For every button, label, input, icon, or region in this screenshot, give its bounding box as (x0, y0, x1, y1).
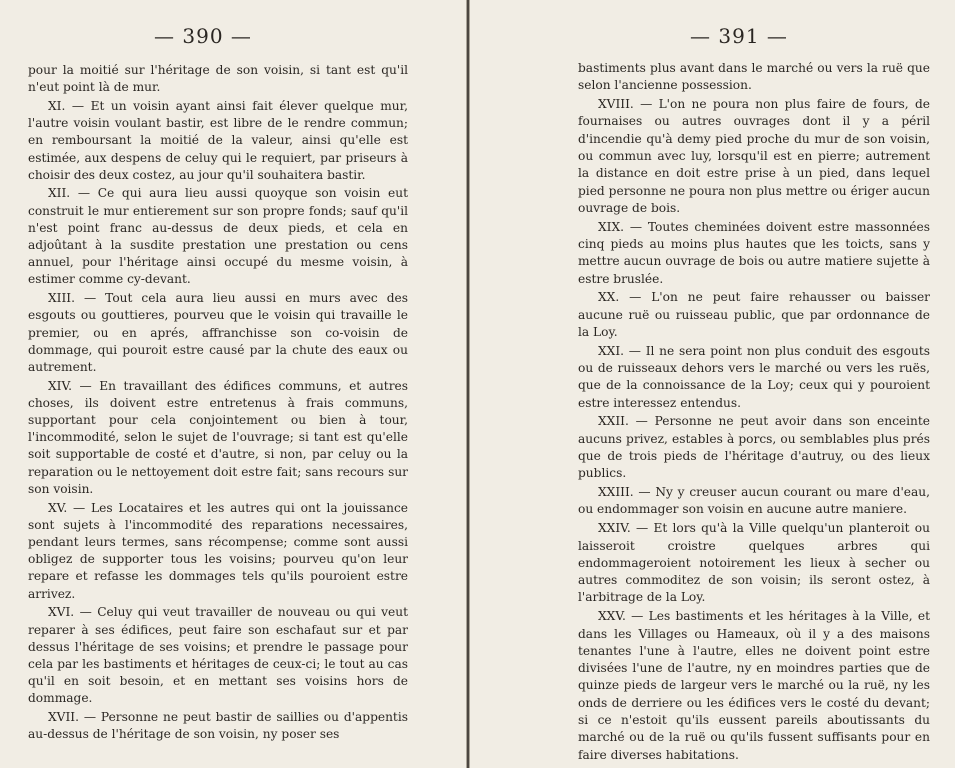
left-page (28, 0, 408, 768)
article-xxv: XXV. — Les bastiments et les héritages à la Ville, et dans les Villages ou Hameaux, où il y a des maisons tenantes l'une à l'autre, elles ne doivent point estre divisées l'une de l'autre, ny en moindres parties que de quinze pieds de largeur vers le marché ou la ruë, ny les onds de derriere ou les édifices vers le costé du devant; si ce n'estoit qu'ils eussent pareils aboutissants du marché ou de la ruë ou qu'ils fussent suffisants pour en faire diverses habitations. (578, 609, 930, 762)
right-page (578, 0, 930, 768)
article-xvii: XVII. — Personne ne peut bastir de saillies ou d'appentis au-dessus de l'héritage de son voisin, ny poser ses (28, 710, 408, 742)
right-page-body (578, 60, 930, 765)
article-xii: XII. — Ce qui aura lieu aussi quoyque son voisin eut construit le mur entierement sur son propre fonds; sauf qu'il n'est point franc au-dessus de deux pieds, et cela en adjoûtant à la susdite prestation une prestation ou cens annuel, pour l'héritage ainsi occupé du mesme voisin, à estimer comme cy-devant. (28, 186, 408, 287)
paragraph-continuation: bastiments plus avant dans le marché ou vers la ruë que selon l'ancienne possession. (578, 61, 930, 93)
article-xix: XIX. — Toutes cheminées doivent estre massonnées cinq pieds au moins plus hautes que les toicts, sans y mettre aucun ouvrage de bois ou autre matiere sujette à estre bruslée. (578, 219, 930, 286)
left-page-body (28, 62, 408, 745)
article-xxii: XXII. — Personne ne peut avoir dans son enceinte aucuns privez, estables à porcs, ou semblables plus prés que de trois pieds de l'héritage d'autruy, ou des lieux publics. (578, 414, 930, 481)
page-number-391: — 391 — (690, 24, 788, 48)
article-xviii: XVIII. — L'on ne poura non plus faire de fours, de fournaises ou autres ouvrages dont il y a péril d'incendie qu'à demy pied proche du mur de son voisin, ou commun avec luy, lorsqu'il est en pierre; autrement la distance en doit estre prise à un pied, dans lequel pied personne ne poura non plus mettre ou ériger aucun ouvrage de bois. (578, 97, 930, 215)
article-xx: XX. — L'on ne peut faire rehausser ou baisser aucune ruë ou ruisseau public, que par ordonnance de la Loy. (578, 290, 930, 339)
article-xi: XI. — Et un voisin ayant ainsi fait élever quelque mur, l'autre voisin voulant bastir, est libre de le rendre commun; en remboursant la moitié de la valeur, ainsi qu'elle est estimée, aux despens de celuy qui le requiert, par priseurs à choisir des deux costez, au jour qu'il souhaitera bastir. (28, 98, 408, 182)
article-xv: XV. — Les Locataires et les autres qui ont la jouissance sont sujets à l'incommodité des reparations necessaires, pendant leurs termes, sans récompense; comme sont aussi obligez de supporter tous les voisins; pourveu qu'on leur repare et refasse les dommages tels qu'ils pouroient estre arrivez. (28, 500, 408, 601)
article-xxi: XXI. — Il ne sera point non plus conduit des esgouts ou de ruisseaux dehors vers le marché ou vers les ruës, que de la connoissance de la Loy; ceux qui y pouroient estre interessez entendus. (578, 343, 930, 410)
article-xxiv: XXIV. — Et lors qu'à la Ville quelqu'un planteroit ou laisseroit croistre quelques arbres qui endommageroient notoirement les lieux à secher ou autres commoditez de son voisin; ils seront ostez, à l'arbitrage de la Loy. (578, 521, 930, 605)
article-xiii: XIII. — Tout cela aura lieu aussi en murs avec des esgouts ou gouttieres, pourveu que le voisin qui travaille le premier, ou en aprés, affranchisse son co-voisin de dommage, qui pouroit estre causé par la chute des eaux ou autrement. (28, 291, 408, 374)
article-xxiii: XXIII. — Ny y creuser aucun courant ou mare d'eau, ou endommager son voisin en aucune autre maniere. (578, 485, 930, 517)
article-xvi: XVI. — Celuy qui veut travailler de nouveau ou qui veut reparer à ses édifices, peut faire son eschafaut sur et par dessus l'héritage de ses voisins; et prendre le passage pour cela par les bastiments et héritages de ceux-ci; le tout au cas qu'il en soit besoin, et en mettant ses voisins hors de dommage. (28, 605, 408, 706)
article-xiv: XIV. — En travaillant des édifices communs, et autres choses, ils doivent estre entretenus à frais communs, supportant pour cela conjointement ou bien à tour, l'incommodité, selon le sujet de l'ouvrage; si tant est qu'elle soit supportable de costé et d'autre, si non, par celuy ou la reparation ou le nettoyement doit estre fait; sans recours sur son voisin. (28, 378, 408, 496)
page-number-390: — 390 — (154, 24, 252, 48)
book-gutter (466, 0, 470, 768)
paragraph-continuation: pour la moitié sur l'héritage de son voisin, si tant est qu'il n'eut point là de mur. (28, 63, 408, 95)
